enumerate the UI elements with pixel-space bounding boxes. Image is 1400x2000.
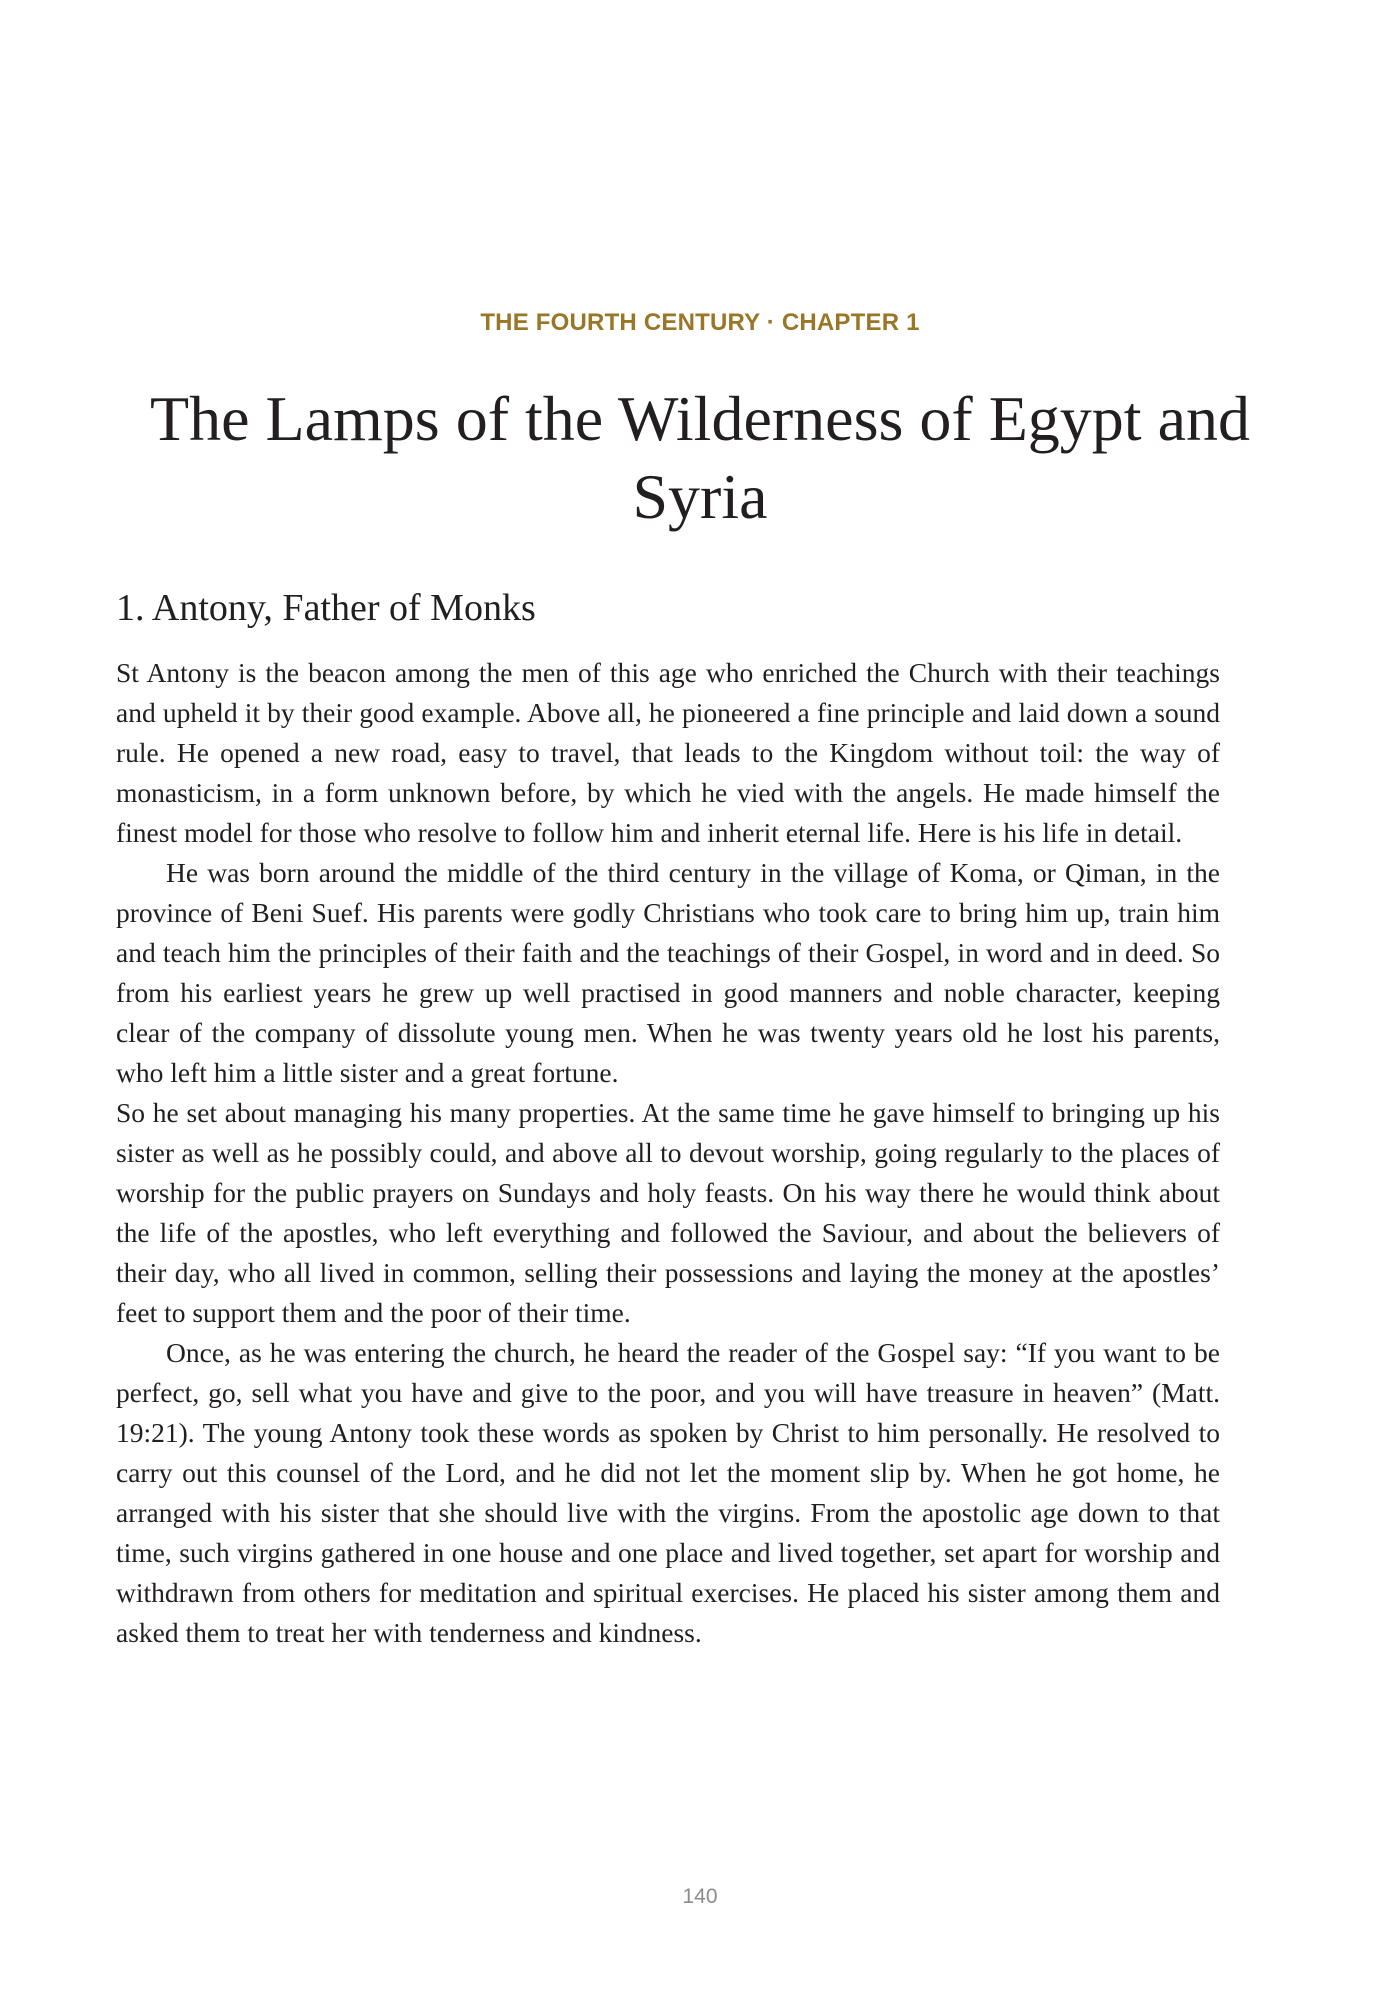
page-number: 140 — [682, 1885, 718, 1908]
paragraph: So he set about managing his many properties. At the same time he gave himself to bringing up his sister as well as he possibly could, and above all to devout worship, going regularly to the places of worship for the public prayers on Sundays and holy feasts. On his way there he would think about the life of the apostles, who left everything and followed the Saviour, and about the believers of their day, who all lived in common, selling their possessions and laying the money at the apostles’ feet to support them and the poor of their time. — [116, 1097, 1220, 1328]
paragraph: Once, as he was entering the church, he heard the reader of the Gospel say: “If you want to be perfect, go, sell what you have and give to the poor, and you will have treasure in heaven” (Matt. 19:21). The young Antony took these words as spoken by Christ to him personally. He resolved to carry out this counsel of the Lord, and he did not let the moment slip by. When he got home, he arranged with his sister that she should live with the virgins. From the apostolic age down to that time, such virgins gathered in one house and one place and lived together, set apart for worship and withdrawn from others for meditation and spiritual exercises. He placed his sister among them and asked them to treat her with tenderness and kindness. — [116, 1337, 1220, 1648]
paragraph: St Antony is the beacon among the men of this age who enriched the Church with their teachings and upheld it by their good example. Above all, he pioneered a fine principle and laid down a sound rule. He opened a new road, easy to travel, that leads to the Kingdom without toil: the way of monasticism, in a form unknown before, by which he vied with the angels. He made himself the finest model for those who resolve to follow him and inherit eternal life. Here is his life in detail. — [116, 657, 1220, 848]
body-text — [116, 653, 1220, 1653]
running-head: THE FOURTH CENTURY · CHAPTER 1 — [480, 309, 920, 336]
chapter-title: The Lamps of the Wilderness of Egypt and Syria — [150, 383, 1250, 532]
section-heading: 1. Antony, Father of Monks — [116, 587, 536, 629]
paragraph: He was born around the middle of the third century in the village of Koma, or Qiman, in the province of Beni Suef. His parents were godly Christians who took care to bring him up, train him and teach him the principles of their faith and the teachings of their Gospel, in word and in deed. So from his earliest years he grew up well practised in good manners and noble character, keeping clear of the company of dissolute young men. When he was twenty years old he lost his parents, who left him a little sister and a great fortune. — [116, 857, 1220, 1088]
